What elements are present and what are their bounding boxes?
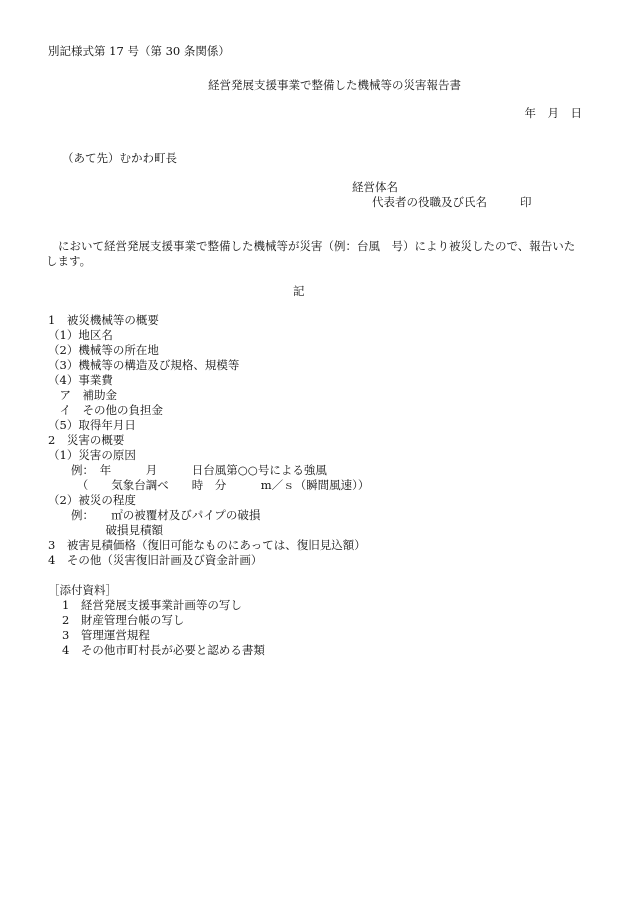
item-line: （2）機械等の所在地 xyxy=(48,343,159,357)
item-line: 例： 年 月 日台風第○○号による強風 xyxy=(48,463,327,477)
item-line: （ 気象台調べ 時 分 m／ｓ（瞬間風速）） xyxy=(48,478,370,492)
entity-name-label: 経営体名 xyxy=(352,180,398,194)
item-line: 1 被災機械等の概要 xyxy=(48,313,159,327)
intro-line-1: において経営発展支援事業で整備した機械等が災害（例：台風 号）により被災したので、報告いた xyxy=(58,239,576,253)
report-date: 年 月 日 xyxy=(524,106,582,120)
item-line: （1）地区名 xyxy=(48,328,113,342)
item-line: 2 災害の概要 xyxy=(48,433,125,447)
attachments-heading: ［添付資料］ xyxy=(48,583,117,597)
attachment-item: 2 財産管理台帳の写し xyxy=(62,613,185,627)
item-line: （2）被災の程度 xyxy=(48,493,136,507)
attachment-item: 3 管理運営規程 xyxy=(62,628,150,642)
item-line: （1）災害の原因 xyxy=(48,448,136,462)
seal-label: 印 xyxy=(520,195,532,209)
item-line: （4）事業費 xyxy=(48,373,113,387)
item-line: （5）取得年月日 xyxy=(48,418,136,432)
item-line: 3 被害見積価格（復旧可能なものにあっては、復旧見込額） xyxy=(48,538,366,552)
form-number: 別記様式第 17 号（第 30 条関係） xyxy=(48,44,230,58)
addressee: （あて先）むかわ町長 xyxy=(62,151,177,165)
item-line: イ その他の負担金 xyxy=(48,403,163,417)
intro-line-2: します。 xyxy=(46,254,92,268)
document-title: 経営発展支援事業で整備した機械等の災害報告書 xyxy=(208,78,461,92)
item-line: （3）機械等の構造及び規格、規模等 xyxy=(48,358,240,372)
ki-heading: 記 xyxy=(293,284,305,298)
item-line: 例： ㎡の被覆材及びパイプの破損 xyxy=(48,508,261,522)
attachment-item: 1 経営発展支援事業計画等の写し xyxy=(62,598,242,612)
item-line: 破損見積額 xyxy=(48,523,163,537)
attachment-item: 4 その他市町村長が必要と認める書類 xyxy=(62,643,265,657)
item-line: 4 その他（災害復旧計画及び資金計画） xyxy=(48,553,263,567)
item-line: ア 補助金 xyxy=(48,388,117,402)
representative-label: 代表者の役職及び氏名 xyxy=(372,195,487,209)
